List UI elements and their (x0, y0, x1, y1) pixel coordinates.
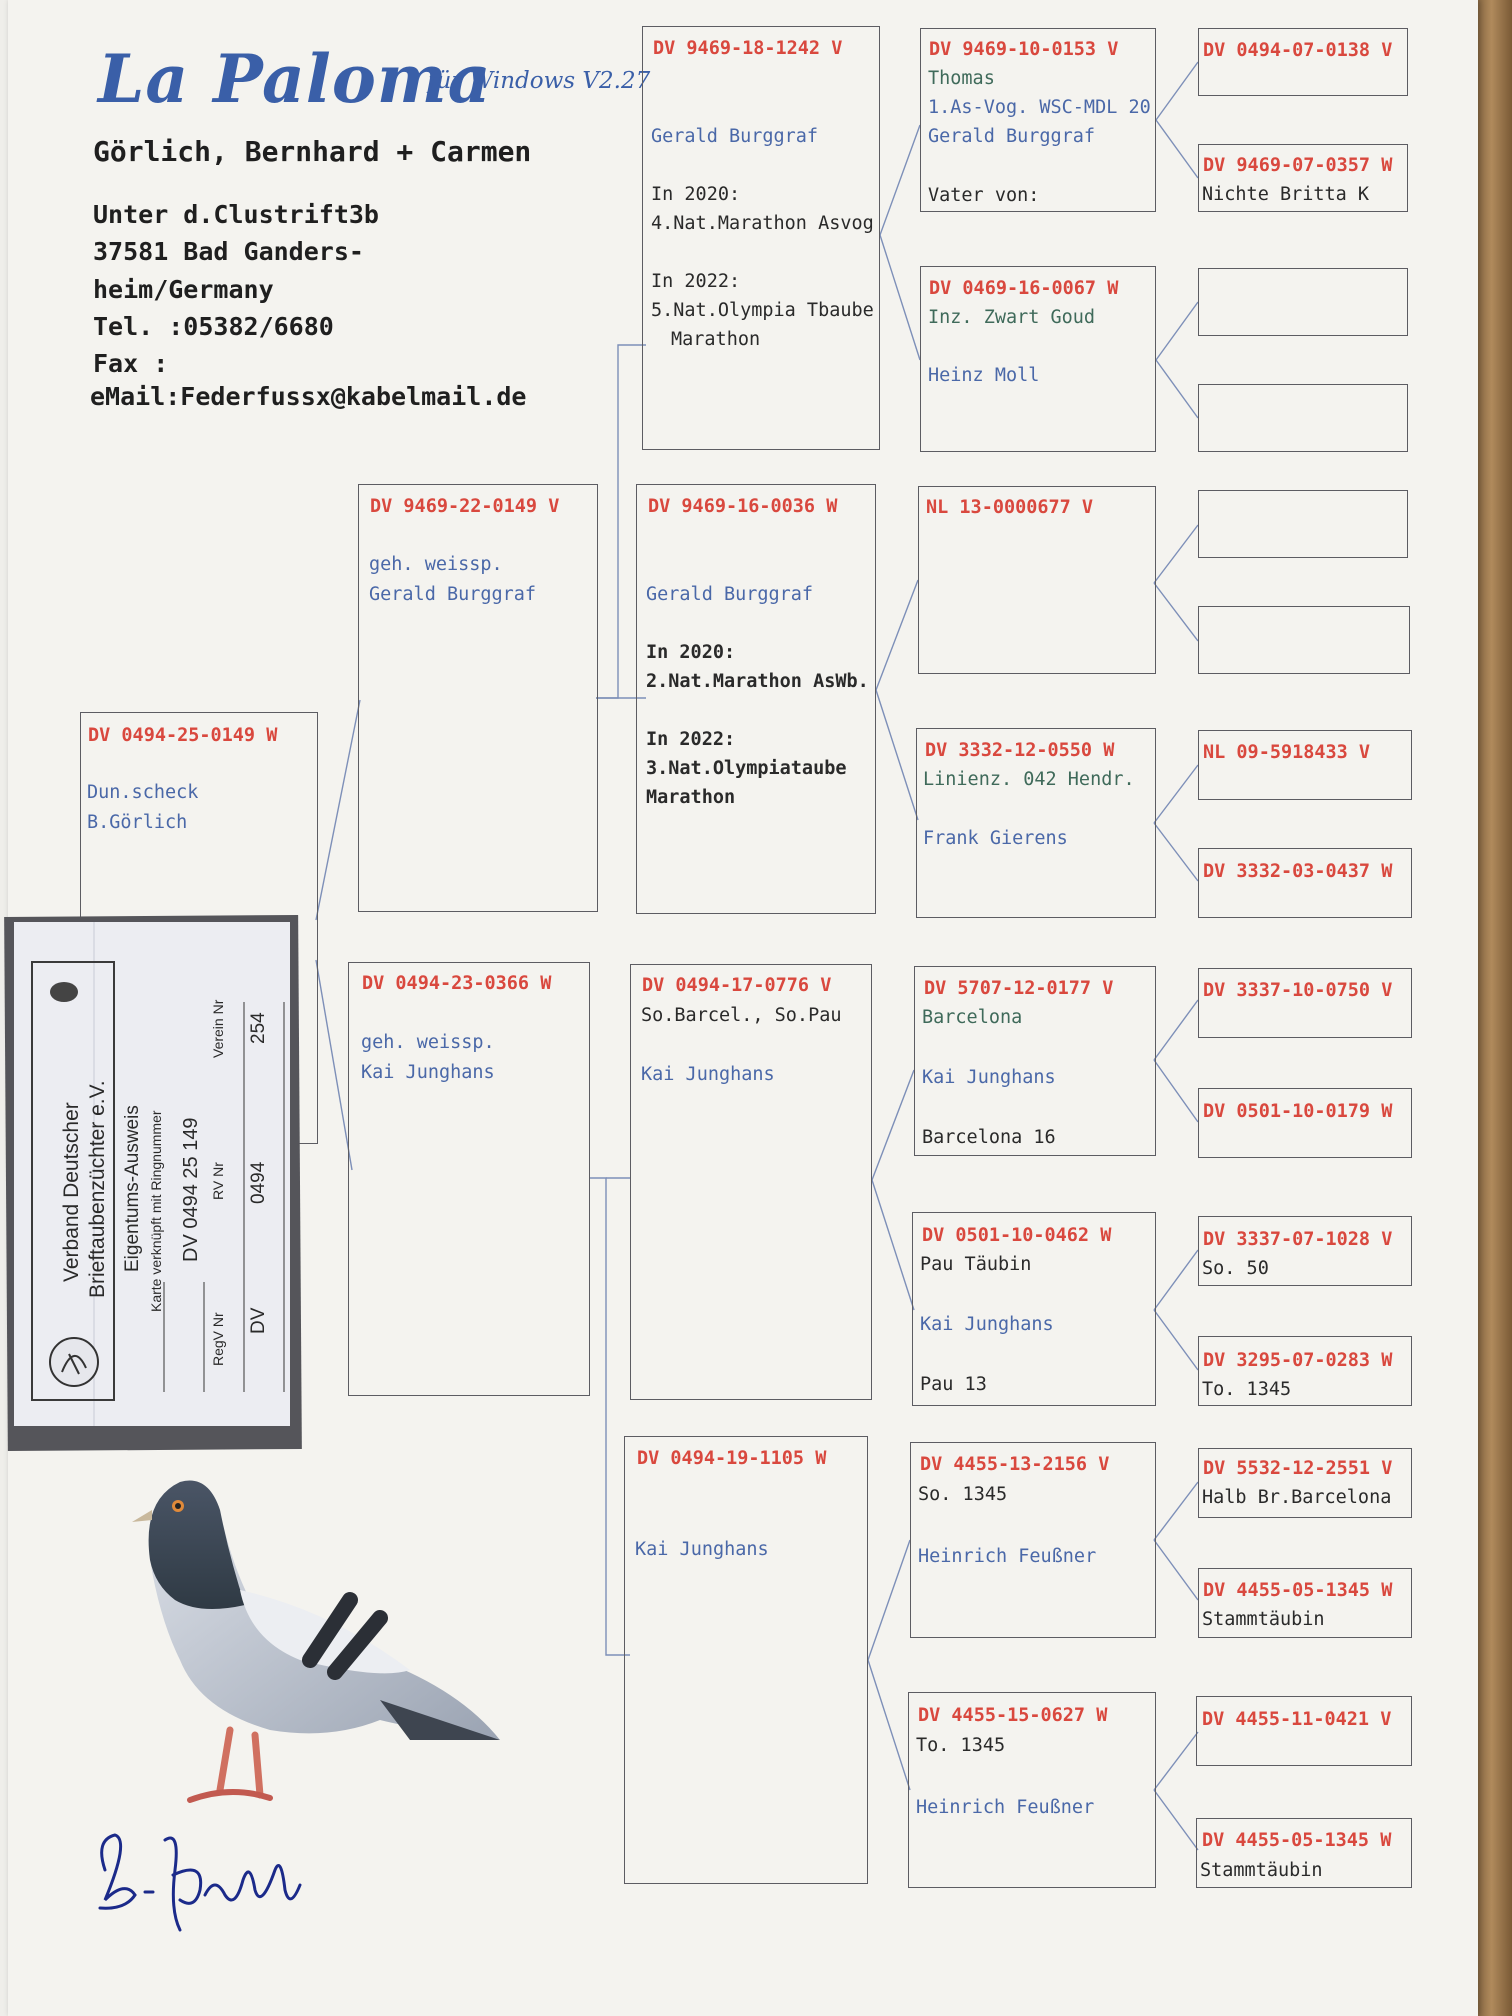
pigeon-name: So. 1345 (918, 1484, 1008, 1505)
card-org-line1: Verband Deutscher (60, 1102, 83, 1282)
address-line: Unter d.Clustrift3b (93, 200, 379, 229)
card-rv-label: RV Nr (210, 1162, 226, 1200)
address-line: heim/Germany (93, 275, 274, 304)
note-line: 3.Nat.Olympiataube (646, 758, 847, 779)
gg-box (1198, 848, 1412, 918)
mother-breeder: Kai Junghans (361, 1062, 495, 1083)
ring-number: DV 5532-12-2551 V (1203, 1458, 1393, 1479)
ring-number: DV 5707-12-0177 V (924, 978, 1114, 999)
pigeon-name: To. 1345 (916, 1735, 1006, 1756)
note-line: In 2022: (646, 729, 736, 750)
pigeon-name: Linienz. 042 Hendr. (923, 769, 1135, 790)
gg-box-empty (1198, 606, 1410, 674)
note-line: Pau 13 (920, 1374, 987, 1395)
note-line: In 2020: (646, 642, 736, 663)
ring-number: DV 4455-15-0627 W (918, 1705, 1108, 1726)
note-line: So.Barcel., So.Pau (641, 1005, 842, 1026)
granddam-maternal-box (624, 1436, 868, 1884)
pigeon-name: Stammtäubin (1202, 1609, 1325, 1630)
pigeon-name: Halb Br.Barcelona (1202, 1487, 1392, 1508)
note-line: 4.Nat.Marathon Asvog (651, 213, 874, 234)
card-org-line2: Brieftaubenzüchter e.V. (86, 1080, 109, 1298)
ownership-card (14, 922, 290, 1426)
breeder: Kai Junghans (920, 1314, 1054, 1335)
breeder: Gerald Burggraf (651, 126, 819, 147)
gg-box-empty (1198, 268, 1408, 336)
ring-number: DV 4455-05-1345 W (1202, 1830, 1392, 1851)
phone: Tel. :05382/6680 (93, 312, 334, 341)
breeder: Kai Junghans (635, 1539, 769, 1560)
ring-number: DV 3332-03-0437 W (1203, 861, 1393, 882)
gg-box (1198, 730, 1412, 800)
note-line: Vater von: (928, 185, 1040, 206)
granddam-paternal-box (636, 484, 876, 914)
father-box (358, 484, 598, 912)
gg-box (1198, 28, 1408, 96)
note-line: 2.Nat.Marathon AsWb. (646, 671, 869, 692)
note-line: In 2022: (651, 271, 741, 292)
ring-number: DV 3332-12-0550 W (925, 740, 1115, 761)
ring-number: NL 09-5918433 V (1203, 742, 1371, 763)
ring-number: DV 0501-10-0462 W (922, 1225, 1112, 1246)
pigeon-name: Nichte Britta K (1202, 184, 1370, 205)
pigeon-name: Barcelona (922, 1007, 1023, 1028)
breeder: Kai Junghans (922, 1067, 1056, 1088)
ring-number: DV 9469-10-0153 V (929, 39, 1119, 60)
note-line: Marathon (646, 787, 736, 808)
pigeon-name: To. 1345 (1202, 1379, 1292, 1400)
gg-box (1196, 1696, 1412, 1766)
breeder: Kai Junghans (641, 1064, 775, 1085)
ring-number: NL 13-0000677 V (926, 497, 1094, 518)
app-logo: La Paloma (98, 40, 492, 118)
gg-box (1198, 968, 1412, 1038)
grandsire-maternal-box (630, 964, 872, 1400)
card-regv-value: DV (248, 1307, 269, 1334)
granddam-maternal-ring: DV 0494-19-1105 W (637, 1448, 827, 1469)
breeder: Heinz Moll (928, 365, 1040, 386)
ring-number: DV 0501-10-0179 W (1203, 1101, 1393, 1122)
pigeon-name: Thomas (928, 68, 995, 89)
pigeon-name: So. 50 (1202, 1258, 1269, 1279)
gg-box-empty (1198, 384, 1408, 452)
mother-box (348, 962, 590, 1396)
note-line: Marathon (671, 329, 761, 350)
ring-number: DV 0494-07-0138 V (1203, 40, 1393, 61)
ring-number: DV 0469-16-0067 W (929, 278, 1119, 299)
gg-box-empty (1198, 490, 1408, 558)
app-version: für Windows V2.27 (428, 68, 651, 94)
subject-ring: DV 0494-25-0149 W (88, 725, 278, 746)
breeder: Frank Gierens (923, 828, 1068, 849)
breeder: Heinrich Feußner (916, 1797, 1095, 1818)
email: eMail:Federfussx@kabelmail.de (90, 382, 527, 411)
card-regv-label: RegV Nr (210, 1312, 226, 1366)
grandsire-maternal-ring: DV 0494-17-0776 V (642, 975, 832, 996)
grandsire-paternal-box (642, 26, 880, 450)
card-ring-number: DV 0494 25 149 (180, 1117, 202, 1262)
gg-box (1198, 1088, 1412, 1158)
mother-ring: DV 0494-23-0366 W (362, 973, 552, 994)
ring-number: DV 3295-07-0283 W (1203, 1350, 1393, 1371)
subject-color: Dun.scheck (87, 782, 199, 803)
father-breeder: Gerald Burggraf (369, 584, 537, 605)
ring-number: DV 4455-11-0421 V (1202, 1709, 1392, 1730)
card-rv-value: 0494 (248, 1161, 269, 1204)
pigeon-name: Pau Täubin (920, 1254, 1032, 1275)
card-title: Eigentums-Ausweis (122, 1105, 143, 1272)
card-subtitle: Karte verknüpft mit Ringnummer (148, 1110, 164, 1312)
breeder: Gerald Burggraf (646, 584, 814, 605)
address-line: 37581 Bad Ganders- (93, 237, 364, 266)
pigeon-name: Stammtäubin (1200, 1860, 1323, 1881)
fax: Fax : (93, 349, 169, 378)
note-line: 5.Nat.Olympia Tbaube (651, 300, 874, 321)
granddam-paternal-ring: DV 9469-16-0036 W (648, 496, 838, 517)
ring-number: DV 3337-10-0750 V (1203, 980, 1393, 1001)
owner-name: Görlich, Bernhard + Carmen (93, 135, 532, 168)
signature (85, 1800, 345, 1940)
card-verein-value: 254 (248, 1012, 269, 1044)
ring-number: DV 4455-05-1345 W (1203, 1580, 1393, 1601)
ring-number: DV 4455-13-2156 V (920, 1454, 1110, 1475)
grandsire-paternal-ring: DV 9469-18-1242 V (653, 38, 843, 59)
breeder: Gerald Burggraf (928, 126, 1096, 147)
note-line: Barcelona 16 (922, 1127, 1056, 1148)
ring-number: DV 9469-07-0357 W (1203, 155, 1393, 176)
note-line: 1.As-Vog. WSC-MDL 20 (928, 97, 1151, 118)
father-color: geh. weissp. (369, 554, 503, 575)
pigeon-name: Inz. Zwart Goud (928, 307, 1096, 328)
ring-number: DV 3337-07-1028 V (1203, 1229, 1393, 1250)
card-verein-label: Verein Nr (210, 999, 226, 1058)
father-ring: DV 9469-22-0149 V (370, 496, 560, 517)
note-line: In 2020: (651, 184, 741, 205)
subject-breeder: B.Görlich (87, 812, 188, 833)
breeder: Heinrich Feußner (918, 1546, 1097, 1567)
mother-color: geh. weissp. (361, 1032, 495, 1053)
